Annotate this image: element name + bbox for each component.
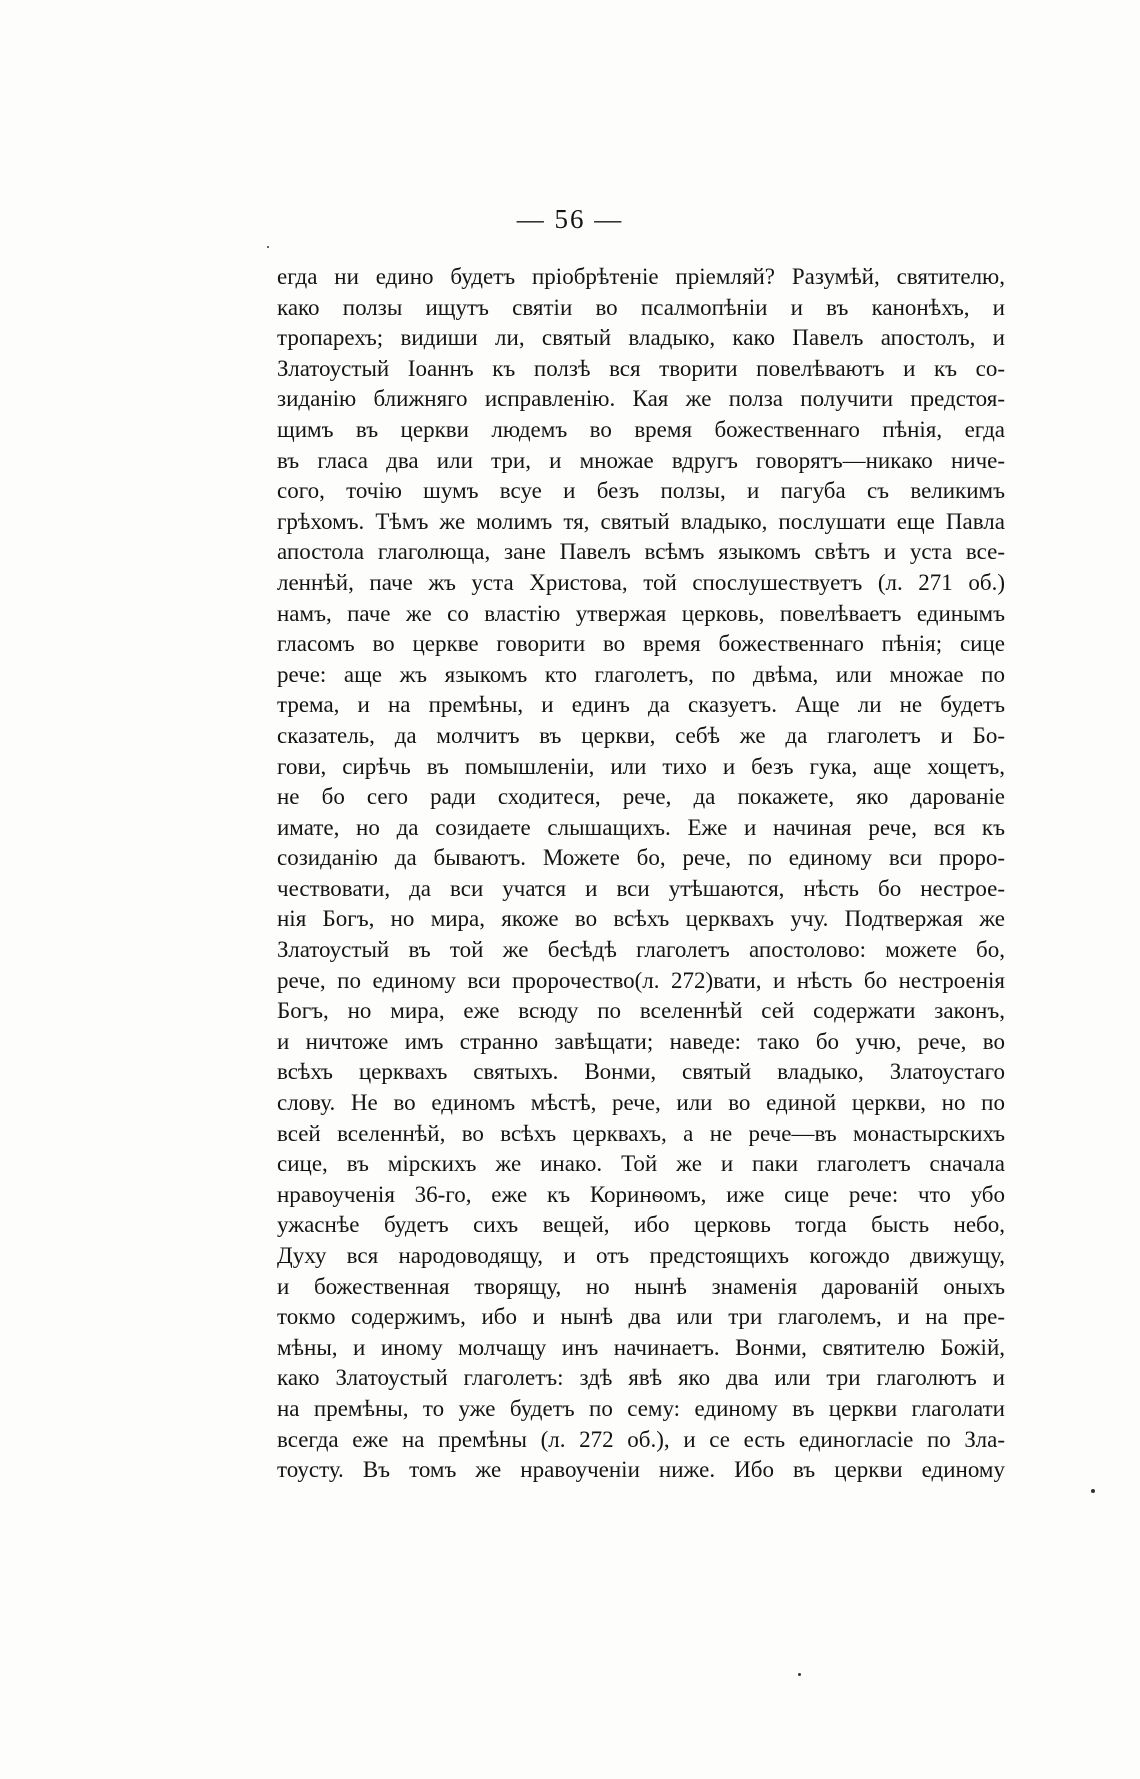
scan-speck [798, 1673, 801, 1676]
text-line: въ гласа два или три, и множае вдругъ говорятъ—никако ниче- [277, 447, 1005, 473]
text-line: мѣны, и иному молчащу инъ начинаетъ. Вонми, святителю Божій, [277, 1334, 1005, 1360]
text-line: Богъ, но мира, еже всюду по вселеннѣй сей содержати законъ, [277, 998, 1005, 1024]
text-line: сказатель, да молчитъ въ церкви, себѣ же да глаголетъ и Бо- [277, 722, 1005, 748]
text-line: тоусту. Въ томъ же нравоученіи ниже. Ибо въ церкви единому [277, 1457, 1005, 1483]
text-line: гласомъ во церкве говорити во время божественнаго пѣнія; сице [277, 631, 1005, 657]
text-line: како Златоустый глаголетъ: здѣ явѣ яко два или три глаголютъ и [277, 1365, 1005, 1391]
text-line: зиданію ближняго исправленію. Кая же полза получити предстоя- [277, 386, 1005, 412]
text-line: и божественная творящу, но нынѣ знаменія дарованій оныхъ [277, 1273, 1005, 1299]
text-line: имате, но да созидаете слышащихъ. Еже и начиная рече, вся къ [277, 814, 1005, 840]
text-line: тропарехъ; видиши ли, святый владыко, како Павелъ апостолъ, и [277, 325, 1005, 351]
text-line: Златоустый Іоаннъ къ ползѣ вся творити повелѣваютъ и къ со- [277, 355, 1005, 381]
text-line: сого, точію шумъ всуе и безъ ползы, и пагуба съ великимъ [277, 478, 1005, 504]
scan-speck [1091, 1489, 1095, 1493]
text-line: апостола глаголюща, зане Павелъ всѣмъ языкомъ свѣтъ и уста все- [277, 539, 1005, 565]
text-line: и ничтоже имъ странно завѣщати; наведе: тако бо учю, рече, во [277, 1028, 1005, 1054]
text-line: рече, по единому вси пророчество(л. 272)вати, и нѣсть бо нестроенія [277, 967, 1005, 993]
text-line: ужаснѣе будетъ сихъ вещей, ибо церковь тогда бысть небо, [277, 1212, 1005, 1238]
text-line: намъ, паче же со властію утвержая церковь, повелѣваетъ единымъ [277, 600, 1005, 626]
text-line: созиданію да бываютъ. Можете бо, рече, по единому вси проро- [277, 845, 1005, 871]
text-line: щимъ въ церкви людемъ во время божественнаго пѣнія, егда [277, 416, 1005, 442]
text-line: слову. Не во единомъ мѣстѣ, рече, или во единой церкви, но по [277, 1090, 1005, 1116]
page-number: — 56 — [516, 204, 624, 234]
text-line: егда ни едино будетъ пріобрѣтеніе пріемляй? Разумѣй, святителю, [277, 264, 1005, 289]
text-line: всей вселеннѣй, во всѣхъ церквахъ, а не рече—въ монастырскихъ [277, 1120, 1005, 1146]
text-line: чествовати, да вси учатся и вси утѣшаются, нѣсть бо нестрое- [277, 875, 1005, 901]
text-line: Златоустый въ той же бесѣдѣ глаголетъ апостолово: можете бо, [277, 937, 1005, 963]
scan-speck [267, 246, 269, 248]
text-line: всѣхъ церквахъ святыхъ. Вонми, святый владыко, Златоустаго [277, 1059, 1005, 1085]
text-line: како ползы ищутъ святіи во псалмопѣніи и въ канонѣхъ, и [277, 294, 1005, 320]
text-line: токмо содержимъ, ибо и нынѣ два или три глаголемъ, и на пре- [277, 1304, 1005, 1330]
text-line: на премѣны, то уже будетъ по сему: единому въ церкви глаголати [277, 1395, 1005, 1421]
text-line: сице, въ мірскихъ же инако. Той же и паки глаголетъ сначала [277, 1151, 1005, 1177]
text-line: грѣхомъ. Тѣмъ же молимъ тя, святый владыко, послушати еще Павла [277, 508, 1005, 534]
text-line: нравоученія 36-го, еже къ Коринѳомъ, иже сице рече: что убо [277, 1181, 1005, 1207]
text-line: не бо сего ради сходитеся, рече, да покажете, яко дарованіе [277, 784, 1005, 810]
text-line: Духу вся народоводящу, и отъ предстоящихъ когождо движущу, [277, 1243, 1005, 1268]
text-line: нія Богъ, но мира, якоже во всѣхъ церквахъ учу. Подтвержая же [277, 906, 1005, 932]
text-line: рече: аще жъ языкомъ кто глаголетъ, по двѣма, или множае по [277, 661, 1005, 687]
body-text [277, 262, 1005, 1486]
text-line: трема, и на премѣны, и единъ да сказуетъ. Аще ли не будетъ [277, 692, 1005, 718]
text-line: всегда еже на премѣны (л. 272 об.), и се есть единогласіе по Зла- [277, 1426, 1005, 1452]
text-line: гови, сирѣчь въ помышленіи, или тихо и безъ гука, аще хощетъ, [277, 753, 1005, 779]
text-line: леннѣй, паче жъ уста Христова, той спослушествуетъ (л. 271 об.) [277, 569, 1005, 595]
